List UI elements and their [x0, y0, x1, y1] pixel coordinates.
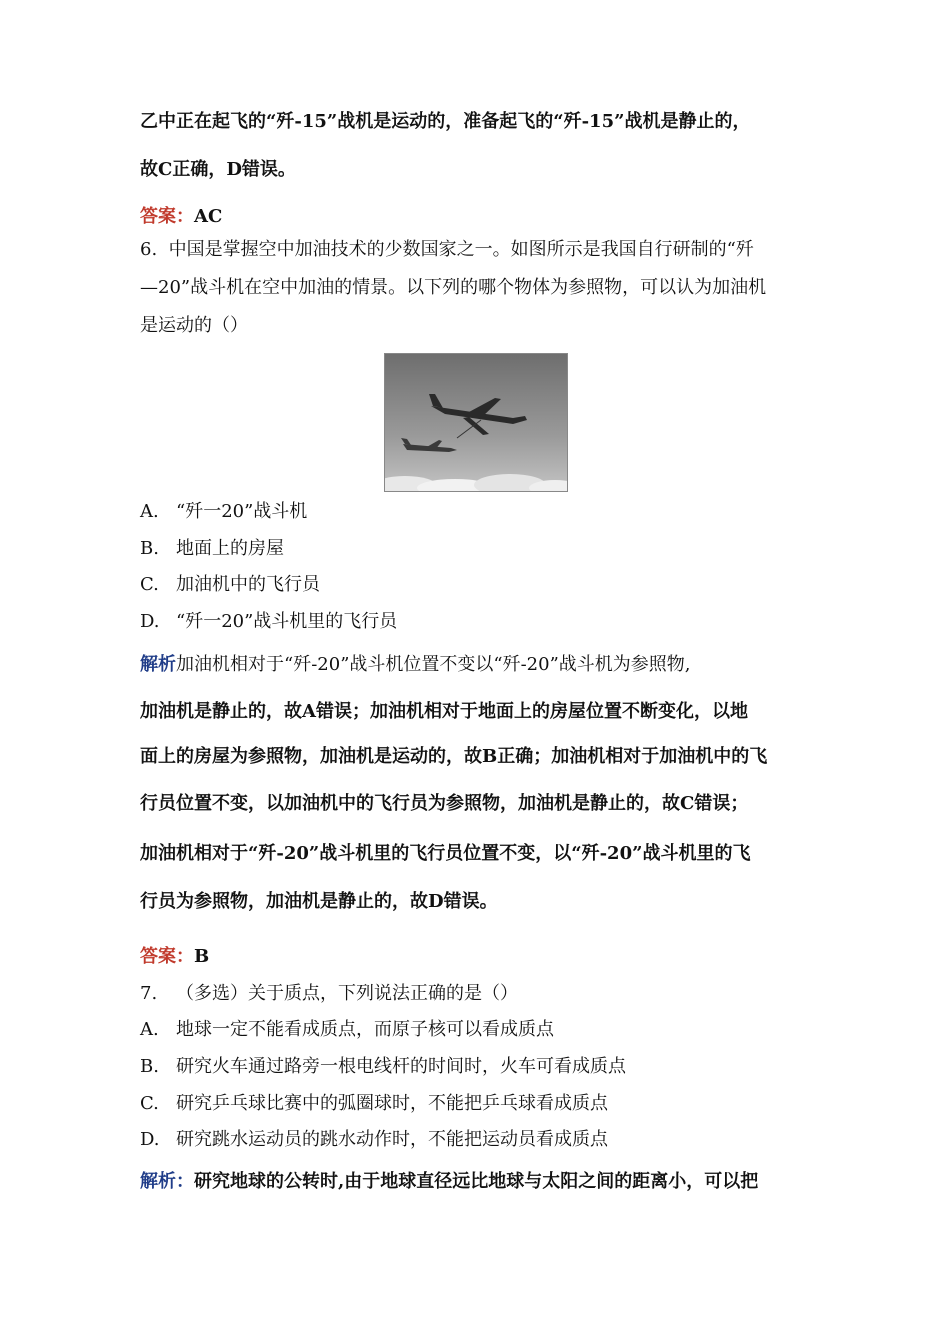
- option-key: C.: [140, 574, 159, 595]
- q7-stem: [140, 982, 518, 1006]
- q6-solution-line-1: [140, 653, 691, 677]
- solution-text: 研究地球的公转时,由于地球直径远比地球与太阳之间的距离小，可以把: [194, 1171, 759, 1192]
- q6-option-d[interactable]: [140, 610, 397, 634]
- prev-solution-line-1: 乙中正在起飞的“歼-15”战机是运动的，准备起飞的“歼-15”战机是静止的，: [140, 111, 751, 132]
- option-key: D.: [140, 1129, 160, 1150]
- q7-option-d[interactable]: [140, 1128, 608, 1152]
- option-text: 研究火车通过路旁一根电线杆的时间时，火车可看成质点: [176, 1056, 626, 1077]
- q6-option-b[interactable]: [140, 537, 284, 561]
- answer-value: AC: [194, 206, 223, 227]
- solution-label: 解析: [140, 654, 176, 675]
- q6-option-a[interactable]: [140, 500, 307, 524]
- answer-value: B: [194, 946, 210, 967]
- option-text: “歼一20”战斗机: [176, 501, 308, 522]
- q6-solution-line-2: 加油机是静止的，故A错误；加油机相对于地面上的房屋位置不断变化，以地: [140, 701, 748, 722]
- option-key: B.: [140, 1056, 159, 1077]
- option-text: 地球一定不能看成质点，而原子核可以看成质点: [176, 1019, 554, 1040]
- q6-line-3: 是运动的（）: [140, 315, 248, 336]
- option-key: A.: [140, 501, 159, 522]
- option-text: 加油机中的飞行员: [176, 574, 320, 595]
- aerial-refueling-photo: [384, 353, 568, 492]
- option-text: 研究乒乓球比赛中的弧圈球时，不能把乒乓球看成质点: [176, 1093, 608, 1114]
- q6-solution-line-6: 行员为参照物，加油机是静止的，故D错误。: [140, 891, 498, 912]
- q7-option-b[interactable]: [140, 1055, 626, 1079]
- q6-option-c[interactable]: [140, 573, 320, 597]
- q7-option-c[interactable]: [140, 1092, 608, 1116]
- q6-number: 6.: [140, 239, 158, 260]
- prev-solution-line-2: 故C正确，D错误。: [140, 159, 296, 180]
- sky-background: [385, 354, 567, 491]
- option-key: C.: [140, 1093, 159, 1114]
- answer-6: [140, 945, 209, 969]
- q7-number: 7.: [140, 983, 158, 1004]
- answer-label: 答案：: [140, 206, 194, 227]
- answer-label: 答案：: [140, 946, 194, 967]
- q7-option-a[interactable]: [140, 1018, 554, 1042]
- q6-solution-line-3: 面上的房屋为参照物，加油机是运动的，故B正确；加油机相对于加油机中的飞: [140, 746, 768, 767]
- option-key: B.: [140, 538, 159, 559]
- solution-text: 加油机相对于“歼-20”战斗机位置不变以“歼-20”战斗机为参照物,: [176, 654, 691, 675]
- option-text: 研究跳水运动员的跳水动作时，不能把运动员看成质点: [176, 1129, 608, 1150]
- q6-solution-line-5: 加油机相对于“歼-20”战斗机里的飞行员位置不变，以“歼-20”战斗机里的飞: [140, 843, 751, 864]
- option-text: “歼一20”战斗机里的飞行员: [176, 611, 398, 632]
- option-text: 地面上的房屋: [176, 538, 284, 559]
- q6-line-1: [140, 238, 754, 262]
- answer-5: [140, 205, 222, 229]
- option-key: D.: [140, 611, 160, 632]
- q7-text: （多选）关于质点，下列说法正确的是（）: [176, 983, 518, 1004]
- q6-line-2: —20”战斗机在空中加油的情景。以下列的哪个物体为参照物，可以认为加油机: [140, 277, 767, 298]
- option-key: A.: [140, 1019, 159, 1040]
- solution-label: 解析：: [140, 1171, 194, 1192]
- q6-solution-line-4: 行员位置不变，以加油机中的飞行员为参照物，加油机是静止的，故C错误；: [140, 793, 749, 814]
- q7-solution-line-1: [140, 1170, 758, 1194]
- q6-text-1: 中国是掌握空中加油技术的少数国家之一。如图所示是我国自行研制的“歼: [168, 239, 754, 260]
